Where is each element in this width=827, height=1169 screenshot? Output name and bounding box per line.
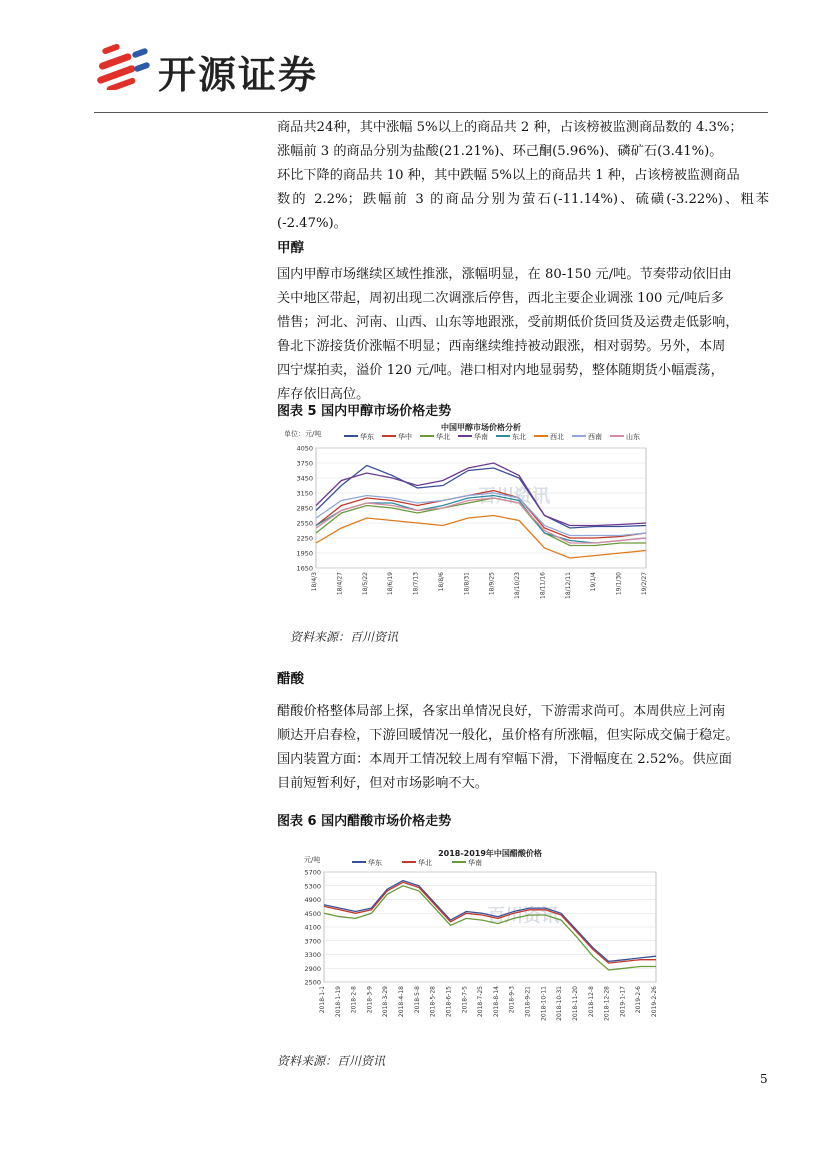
y-tick-label: 3750 — [296, 459, 313, 468]
y-tick-label: 5700 — [304, 868, 321, 877]
page-number: 5 — [760, 1072, 768, 1086]
series-line — [324, 886, 656, 970]
section-heading-methanol: 甲醇 — [277, 240, 304, 256]
x-tick-label: 2018-8-14 — [492, 986, 500, 1018]
text-line: 顺达开启春检，下游回暖情况一般化，虽价格有所涨幅，但实际成交偏于稳定。 — [277, 728, 739, 743]
x-tick-label: 2018-12-8 — [587, 986, 595, 1018]
y-tick-label: 4100 — [304, 923, 321, 932]
y-axis-label: 单位：元/吨 — [284, 430, 322, 438]
text-line: 目前短暂利好，但对市场影响不大。 — [277, 776, 488, 791]
header-divider — [94, 112, 768, 113]
x-tick-label: 2018-1-1 — [319, 986, 326, 1014]
legend-label: 华中 — [398, 433, 412, 441]
commodity-summary-paragraph — [277, 116, 769, 236]
y-tick-label: 3300 — [304, 951, 321, 959]
x-tick-label: 18/7/13 — [412, 572, 420, 596]
page-header — [0, 0, 827, 116]
legend-label: 西南 — [588, 433, 602, 441]
x-tick-label: 2018-6-15 — [445, 986, 453, 1018]
x-tick-label: 2019-2-26 — [651, 986, 658, 1018]
figure-6-title: 图表 6 国内醋酸市场价格走势 — [277, 814, 452, 829]
x-tick-label: 2018-5-8 — [413, 986, 421, 1014]
acetic-acid-paragraph — [277, 700, 769, 796]
methanol-price-chart — [280, 420, 670, 620]
legend-label: 山东 — [626, 433, 640, 441]
x-tick-label: 2018-10-11 — [540, 986, 548, 1021]
figure-6-source: 资料来源：百川资讯 — [277, 1054, 386, 1068]
watermark: 百川资讯 — [487, 905, 560, 927]
text-line: 国内甲醇市场继续区域性推涨，涨幅明显，在 80-150 元/吨。节奏带动依旧由 — [277, 267, 732, 282]
legend-label: 华东 — [368, 859, 382, 867]
x-tick-label: 2018-5-28 — [429, 986, 437, 1018]
y-tick-label: 2850 — [296, 504, 313, 513]
x-tick-label: 18/5/22 — [361, 572, 369, 596]
x-tick-label: 19/1/4 — [590, 572, 598, 592]
chart-title: 中国甲醇市场价格分析 — [441, 423, 521, 432]
y-tick-label: 2550 — [296, 519, 313, 528]
x-tick-label: 2018-1-19 — [334, 986, 342, 1018]
text-line: 惜售；河北、河南、山西、山东等地跟涨，受前期低价货回货及运费走低影响， — [277, 315, 739, 330]
x-tick-label: 2018-11-20 — [571, 986, 579, 1021]
text-line: 商品共24种，其中涨幅 5%以上的商品共 2 种，占该榜被监测商品数的 4.3%； — [277, 120, 743, 135]
text-line: 国内装置方面：本周开工情况较上周有窄幅下滑，下滑幅度在 2.52%。供应面 — [277, 752, 732, 767]
y-tick-label: 4050 — [296, 444, 313, 453]
x-tick-label: 2019-2-6 — [635, 986, 643, 1014]
x-tick-label: 18/8/31 — [463, 572, 471, 596]
x-tick-label: 18/12/11 — [564, 572, 572, 599]
y-tick-label: 3150 — [296, 489, 313, 498]
methanol-paragraph — [277, 263, 769, 407]
text-line: 关中地区带起，周初出现二次调涨后停售，西北主要企业调涨 100 元/吨后多 — [277, 291, 724, 306]
brand-name: 开源证券 — [158, 53, 319, 97]
x-tick-label: 18/4/27 — [336, 572, 344, 596]
x-tick-label: 2018-4-18 — [398, 986, 406, 1018]
x-tick-label: 18/10/23 — [514, 572, 522, 599]
x-tick-label: 18/4/3 — [311, 572, 318, 592]
y-tick-label: 2250 — [296, 534, 313, 543]
y-tick-label: 5300 — [304, 882, 321, 891]
acetic-acid-price-chart — [300, 846, 670, 1032]
text-line: 醋酸价格整体局部上探，各家出单情况良好，下游需求尚可。本周供应上河南 — [277, 704, 726, 719]
y-tick-label: 3700 — [304, 937, 321, 946]
x-tick-label: 19/1/30 — [615, 572, 623, 596]
x-tick-label: 2018-2-8 — [350, 986, 358, 1014]
text-line: 库存依旧高位。 — [277, 387, 370, 402]
legend-label: 西北 — [550, 433, 564, 441]
section-heading-acetic-acid: 醋酸 — [277, 671, 304, 687]
x-tick-label: 2018-3-29 — [382, 986, 390, 1018]
x-tick-label: 18/6/19 — [387, 572, 395, 596]
x-tick-label: 2018-7-25 — [477, 986, 485, 1018]
legend-label: 华东 — [360, 433, 374, 441]
figure-5-source: 资料来源：百川资讯 — [290, 630, 399, 644]
text-line: 涨幅前 3 的商品分别为盐酸(21.21%)、环己酮(5.96%)、磷矿石(3.41%)。 — [277, 144, 723, 159]
x-tick-label: 2018-12-28 — [603, 986, 611, 1021]
x-tick-label: 2019-1-17 — [619, 986, 627, 1018]
text-line: 数的 2.2%；跌幅前 3 的商品分别为萤石(-11.14%)、硫磺(-3.22%)、粗苯(-2.47%)。 — [277, 192, 769, 231]
legend-label: 华北 — [436, 433, 450, 441]
text-line: 四宁煤拍卖，溢价 120 元/吨。港口相对内地显弱势，整体随期货小幅震荡， — [277, 363, 724, 378]
figure-5-title: 图表 5 国内甲醇市场价格走势 — [277, 404, 452, 419]
chart-title: 2018-2019年中国醋酸价格 — [438, 849, 542, 858]
y-tick-label: 1650 — [296, 564, 313, 573]
y-axis-label: 元/吨 — [304, 856, 321, 864]
text-line: 环比下降的商品共 10 种，其中跌幅 5%以上的商品共 1 种，占该榜被监测商品 — [277, 168, 740, 183]
x-tick-label: 2018-3-9 — [366, 986, 374, 1014]
x-tick-label: 2018-7-5 — [461, 986, 469, 1014]
text-line: 鲁北下游接货价涨幅不明显；西南继续维持被动跟涨，相对弱势。另外，本周 — [277, 339, 726, 354]
x-tick-label: 18/9/25 — [488, 572, 496, 596]
brand-logo-icon — [96, 44, 152, 90]
watermark: 百川资讯 — [478, 486, 550, 507]
y-tick-label: 1950 — [296, 549, 313, 558]
y-tick-label: 4500 — [304, 909, 321, 918]
x-tick-label: 18/8/6 — [437, 572, 445, 592]
y-tick-label: 4900 — [304, 896, 321, 904]
legend-label: 华北 — [418, 859, 432, 867]
legend-label: 东北 — [512, 433, 526, 441]
x-tick-label: 19/2/27 — [641, 572, 648, 596]
x-tick-label: 2018-10-31 — [556, 986, 564, 1021]
legend-label: 华南 — [468, 859, 482, 867]
legend-label: 华南 — [474, 433, 488, 441]
x-tick-label: 18/11/16 — [539, 572, 547, 599]
series-line — [316, 516, 646, 559]
y-tick-label: 2900 — [304, 964, 321, 973]
x-tick-label: 2018-9-3 — [508, 986, 516, 1014]
y-tick-label: 3450 — [296, 474, 313, 483]
x-tick-label: 2018-9-21 — [524, 986, 532, 1018]
y-tick-label: 2500 — [304, 978, 321, 987]
